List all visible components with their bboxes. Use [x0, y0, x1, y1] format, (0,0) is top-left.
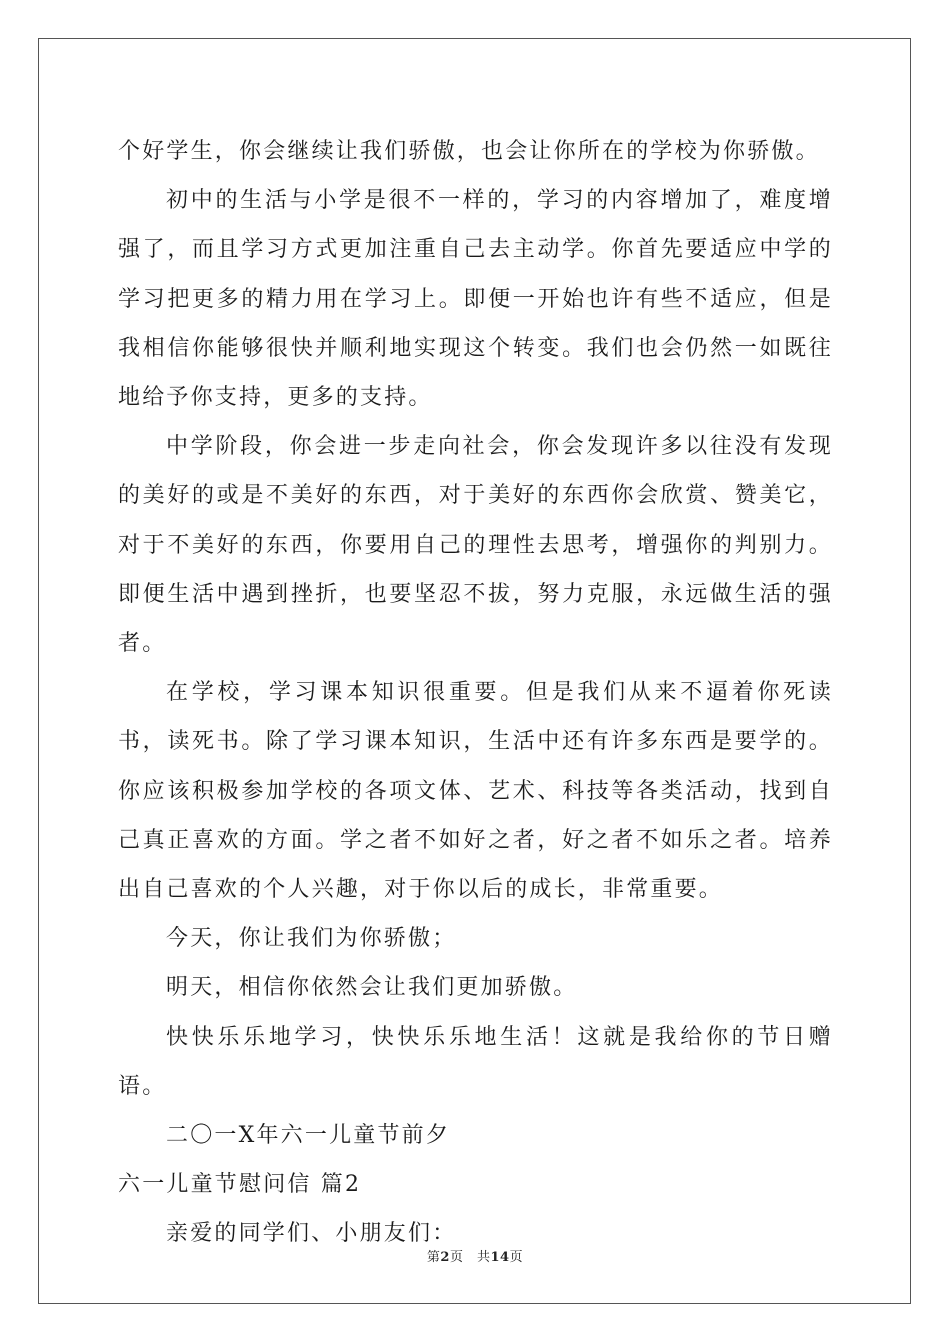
paragraph-7: 快快乐乐地学习，快快乐乐地生活！这就是我给你的节日赠语。 — [118, 1024, 833, 1099]
document-body — [118, 127, 833, 1259]
total-pages-number: 14 — [490, 1250, 510, 1265]
salutation: 亲爱的同学们、小朋友们： — [166, 1221, 457, 1247]
paragraph-1: 个好学生，你会继续让我们骄傲，也会让你所在的学校为你骄傲。 — [118, 139, 820, 164]
paragraph-2: 初中的生活与小学是很不一样的，学习的内容增加了，难度增强了，而且学习方式更加注重自己去主动学。你首先要适应中学的学习把更多的精力用在学习上。即便一开始也许有些不适应，但是我相信你能够很快并顺利地实现这个转变。我们也会仍然一如既往地给予你支持，更多的支持。 — [118, 188, 833, 411]
date-line: 二〇一X年六一儿童节前夕 — [166, 1123, 451, 1149]
paragraph-6: 明天，相信你依然会让我们更加骄傲。 — [166, 975, 578, 1001]
footer-suffix: 页 — [509, 1250, 524, 1265]
footer-prefix: 第 — [426, 1250, 441, 1265]
section-heading: 六一儿童节慰问信 篇2 — [118, 1172, 362, 1198]
page-footer — [0, 1246, 950, 1265]
current-page-number: 2 — [440, 1250, 450, 1265]
paragraph-3: 中学阶段，你会进一步走向社会，你会发现许多以往没有发现的美好的或是不美好的东西，对于美好的东西你会欣赏、赞美它，对于不美好的东西，你要用自己的理性去思考，增强你的判别力。即便生活中遇到挫折，也要坚忍不拔，努力克服，永远做生活的强者。 — [118, 434, 833, 657]
footer-middle: 页 共 — [449, 1250, 491, 1265]
paragraph-4: 在学校，学习课本知识很重要。但是我们从来不逼着你死读书，读死书。除了学习课本知识，生活中还有许多东西是要学的。你应该积极参加学校的各项文体、艺术、科技等各类活动，找到自己真正喜欢的方面。学之者不如好之者，好之者不如乐之者。培养出自己喜欢的个人兴趣，对于你以后的成长，非常重要。 — [118, 680, 833, 903]
paragraph-5: 今天，你让我们为你骄傲； — [166, 926, 457, 952]
